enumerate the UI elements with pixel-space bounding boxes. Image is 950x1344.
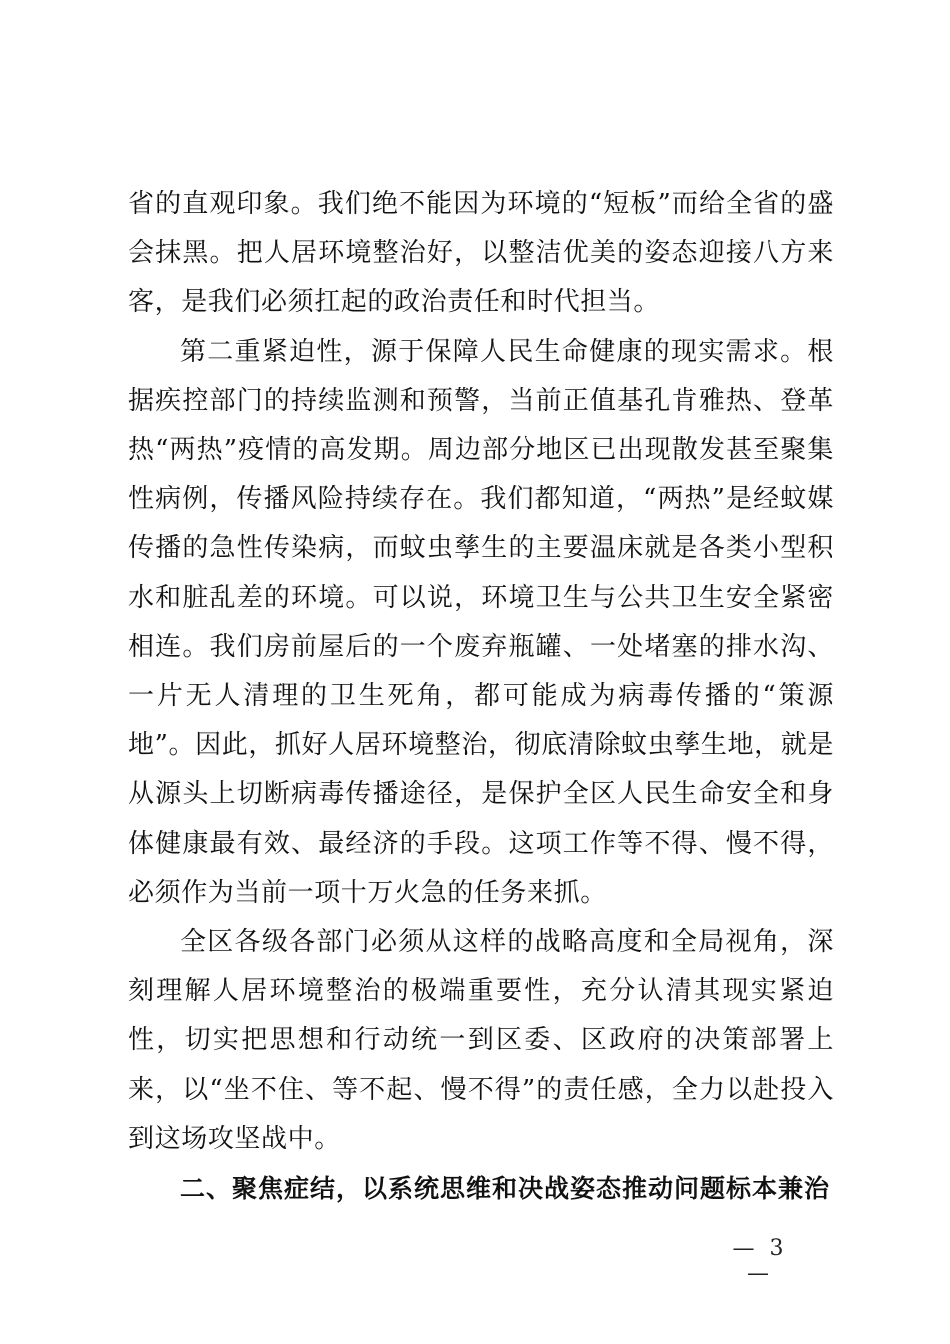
paragraph-second-urgency: 第二重紧迫性，源于保障人民生命健康的现实需求。根据疾控部门的持续监测和预警，当前正值基孔肯雅热、登革热“两热”疫情的高发期。周边部分地区已出现散发甚至聚集性病例，传播风险持续存在。我们都知道，“两热”是经蚊媒传播的急性传染病，而蚊虫孳生的主要温床就是各类小型积水和脏乱差的环境。可以说，环境卫生与公共卫生安全紧密相连。我们房前屋后的一个废弃瓶罐、一处堵塞的排水沟、一片无人清理的卫生死角，都可能成为病毒传播的“策源地”。因此，抓好人居环境整治，彻底清除蚊虫孳生地，就是从源头上切断病毒传播途径，是保护全区人民生命安全和身体健康最有效、最经济的手段。这项工作等不得、慢不得，必须作为当前一项十万火急的任务来抓。: [128, 336, 834, 908]
paragraph-continued: 省的直观印象。我们绝不能因为环境的“短板”而给全省的盛会抹黑。把人居环境整治好，以整洁优美的姿态迎接八方来客，是我们必须扛起的政治责任和时代担当。: [128, 189, 834, 318]
document-body: [128, 180, 834, 1213]
page-number: — 3 —: [732, 1236, 788, 1286]
paragraph-all-departments: 全区各级各部门必须从这样的战略高度和全局视角，深刻理解人居环境整治的极端重要性，充分认清其现实紧迫性，切实把思想和行动统一到区委、区政府的决策部署上来，以“坐不住、等不起、慢不得”的责任感，全力以赴投入到这场攻坚战中。: [128, 927, 834, 1154]
section-heading: 二、聚焦症结，以系统思维和决战姿态推动问题标本兼治: [180, 1174, 831, 1204]
